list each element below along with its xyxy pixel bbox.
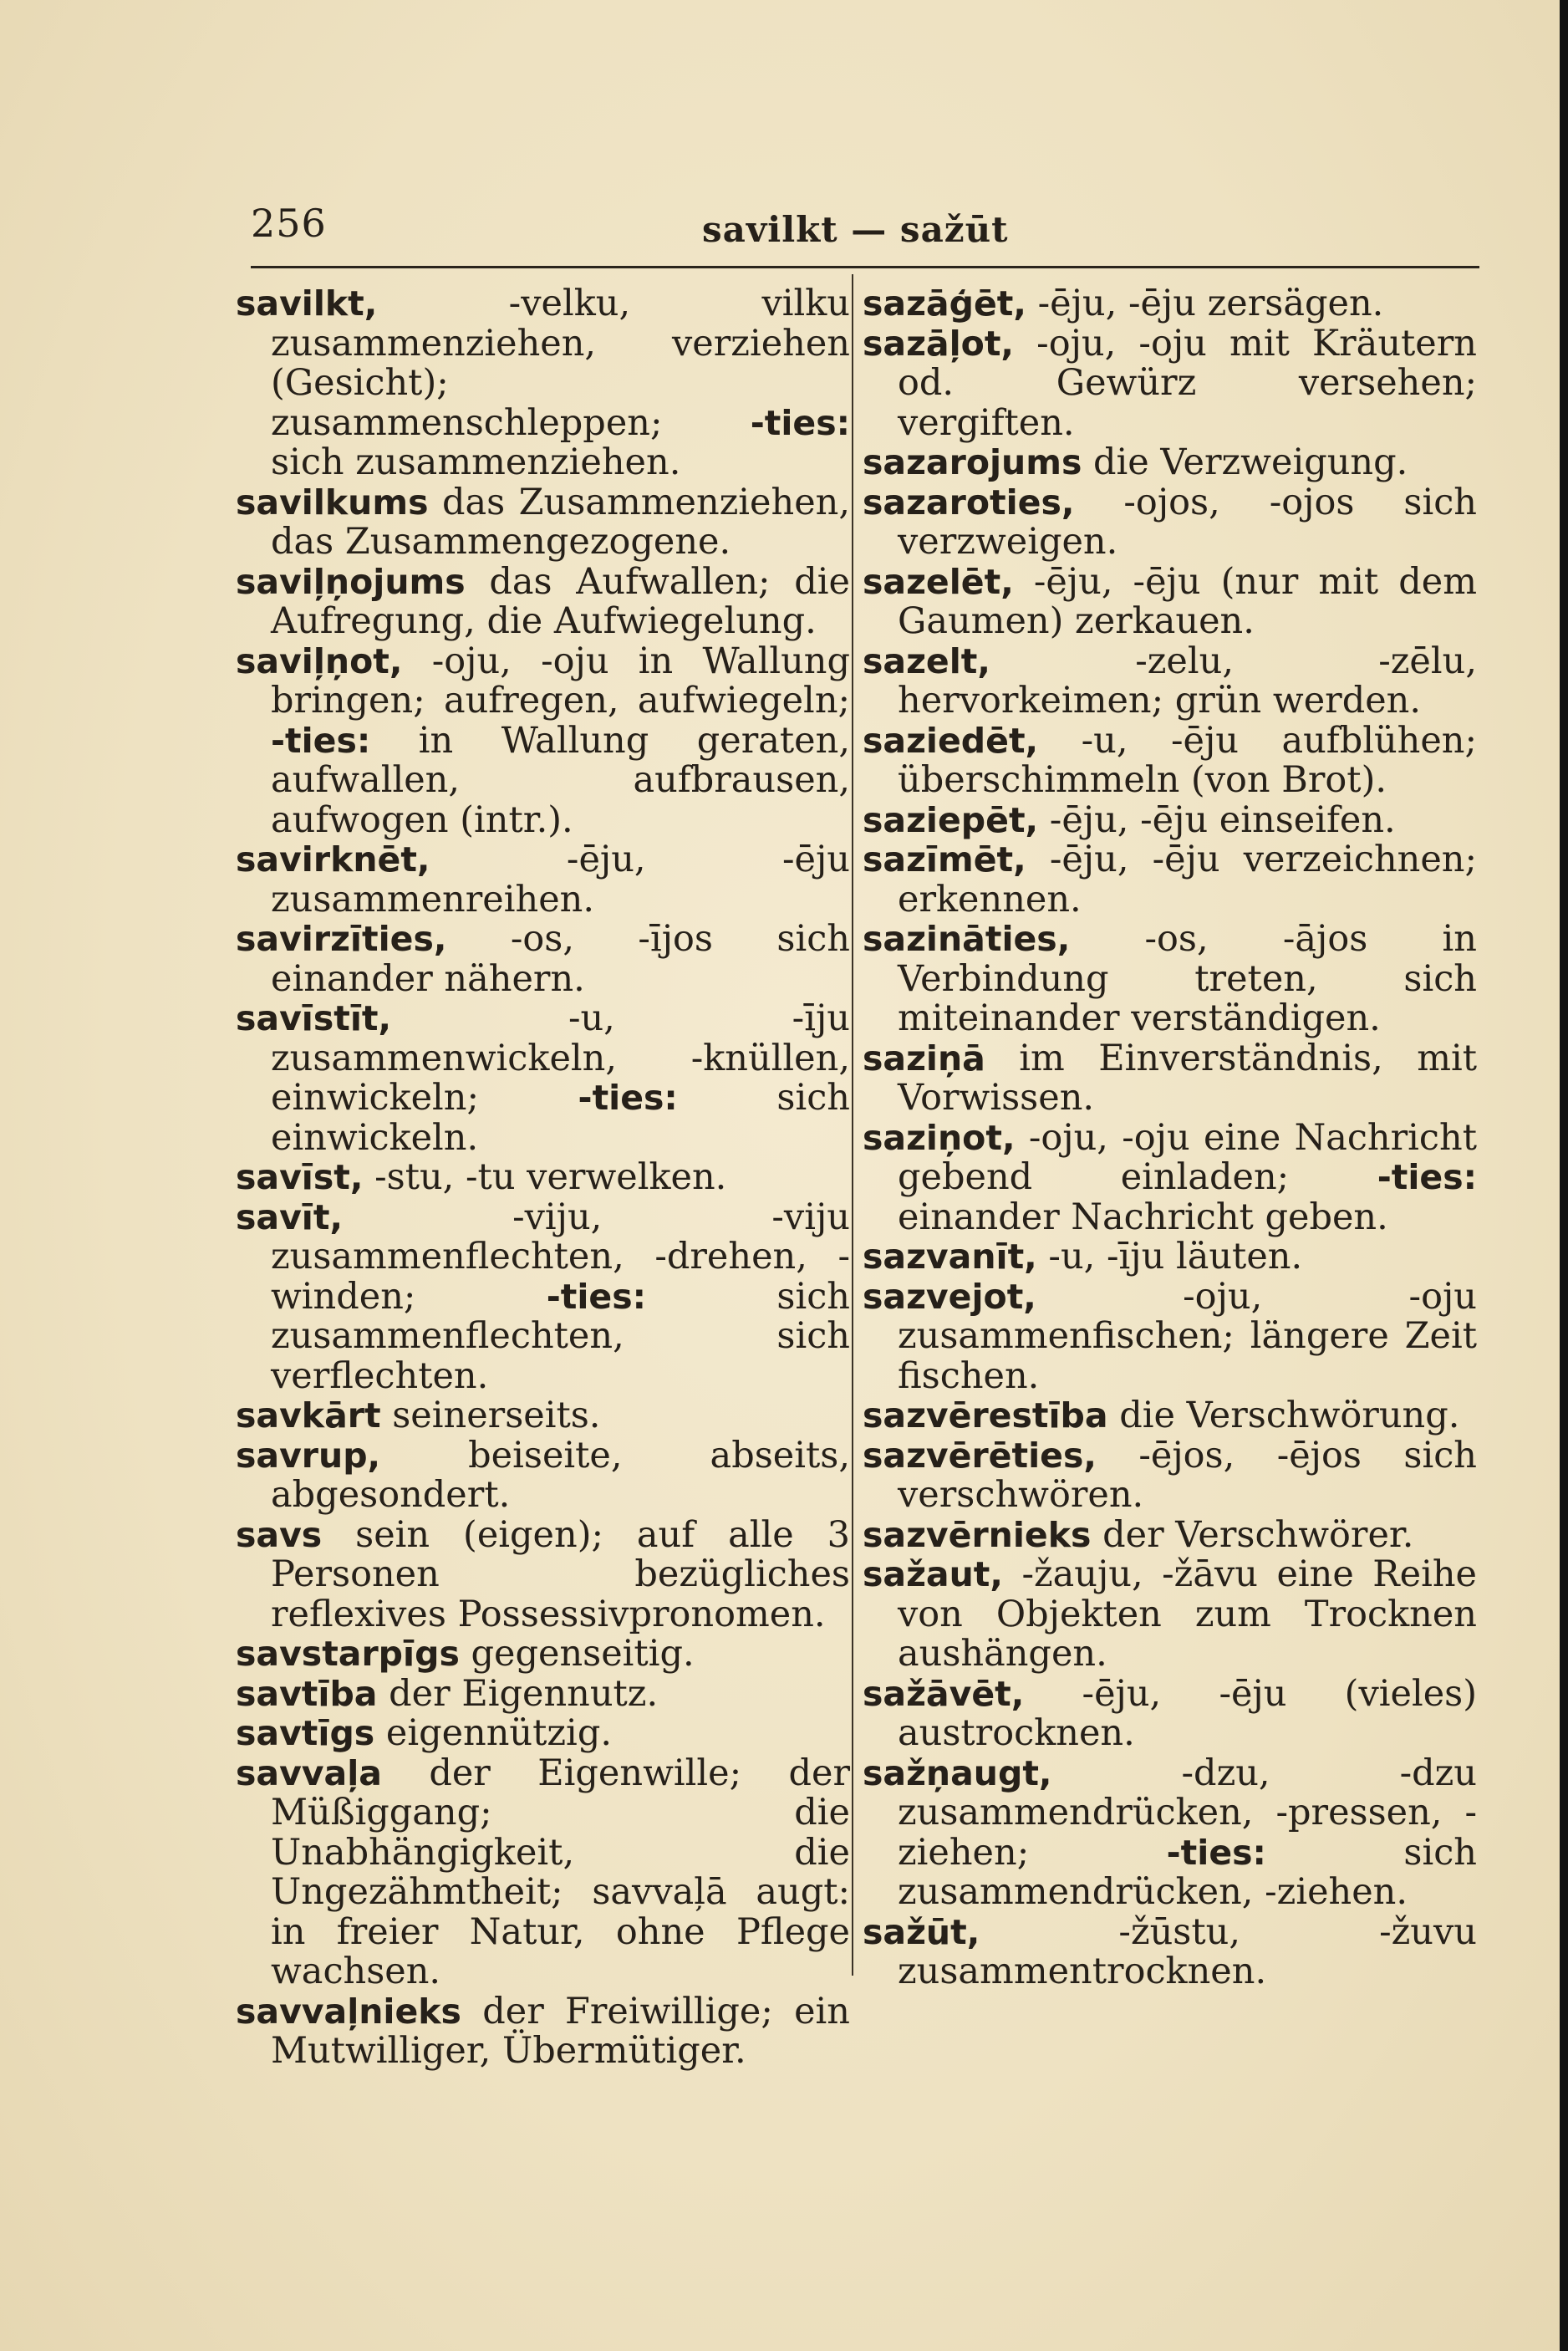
entry-definition: eigennützig. (374, 1712, 613, 1754)
dictionary-entry (863, 1672, 1477, 1754)
entry-definition: im Einverständnis, mit Vorwissen. (898, 1037, 1477, 1119)
entry-subheadword: -ties: (1166, 1832, 1266, 1873)
entry-headword: saviļņot, (236, 640, 403, 681)
entry-definition: der Eigennutz. (377, 1672, 659, 1715)
entry-definition: das Aufwallen; die Aufregung, die Aufwiegelung. (271, 560, 850, 642)
entry-definition: die Verzweigung. (1082, 441, 1408, 483)
entry-subheadword: -ties: (546, 1276, 647, 1317)
dictionary-entry (236, 1198, 850, 1397)
dictionary-entry (236, 1634, 850, 1675)
scan-edge (1560, 0, 1568, 2351)
dictionary-entry (236, 1396, 850, 1436)
entry-definition: -ēju, -ēju einseifen. (1038, 798, 1396, 841)
dictionary-entry (863, 1910, 1477, 1992)
entry-definition: -oju, -oju zusammenfischen; längere Zeit fischen. (898, 1275, 1477, 1397)
dictionary-entry (863, 840, 1477, 920)
entry-headword: sažaut, (863, 1554, 1003, 1594)
dictionary-entry (236, 1672, 850, 1715)
entry-headword: savkārt (236, 1395, 381, 1436)
entry-definition: das Zusammenziehen, das Zusammengezogene. (271, 481, 850, 563)
entry-headword: savirzīties, (236, 919, 447, 959)
entry-subheadword: -ties: (578, 1078, 678, 1118)
entry-headword: saziņā (863, 1038, 985, 1079)
dictionary-entry (236, 642, 850, 841)
entry-definition: -u, -īju zusammenwickeln, -knüllen, einwickeln; (271, 997, 850, 1119)
entry-headword: saziepēt, (863, 799, 1039, 840)
entry-headword: sazaroties, (863, 482, 1075, 523)
dictionary-entry (236, 284, 850, 483)
entry-headword: sazarojums (863, 442, 1082, 482)
entry-subheadword: -ties: (1377, 1157, 1477, 1197)
entry-definition: -ēju, -ēju (nur mit dem Gaumen) zerkauen. (898, 560, 1477, 642)
entry-headword: sažūt, (863, 1911, 980, 1952)
entry-headword: sazvanīt, (863, 1237, 1037, 1277)
entry-definition: -u, -īju läuten. (1036, 1236, 1303, 1277)
entry-headword: sazvērestība (863, 1395, 1108, 1436)
dictionary-entry (863, 642, 1477, 722)
entry-definition: -ēju, -ēju zusammenreihen. (271, 839, 850, 921)
dictionary-entry (863, 798, 1477, 841)
dictionary-entry (236, 920, 850, 999)
dictionary-entry (863, 324, 1477, 444)
dictionary-entry (236, 1714, 850, 1754)
entry-definition: -žauju, -žāvu eine Reihe von Objekten zum Trocknen aushängen. (898, 1553, 1477, 1675)
entry-headword: savs (236, 1514, 323, 1555)
entry-definition: -oju, -oju eine Nachricht gebend einladen; (898, 1116, 1477, 1198)
dictionary-entry (863, 1237, 1477, 1277)
running-head: savilkt — sažūt (702, 209, 1009, 250)
entry-definition: -oju, -oju mit Kräutern od. Gewürz versehen; vergiften. (898, 322, 1477, 444)
entry-definition: die Verschwörung. (1107, 1395, 1460, 1436)
entry-headword: sazelēt, (863, 561, 1014, 602)
entry-headword: sazelt, (863, 640, 990, 681)
entry-definition: -ēju, -ēju verzeichnen; erkennen. (898, 839, 1477, 921)
entry-subheadword: -ties: (271, 720, 371, 761)
entry-headword: savtība (236, 1673, 378, 1714)
page-header (251, 201, 1471, 268)
entry-definition: -dzu, -dzu zusammendrücken, -pressen, -ziehen; (898, 1752, 1477, 1874)
entry-definition: der Freiwillige; ein Mutwilliger, Übermütiger. (271, 1990, 850, 2072)
page-number: 256 (251, 201, 327, 246)
header-rule (251, 266, 1479, 268)
right-column (863, 284, 1477, 1992)
entry-headword: savilkt, (236, 283, 378, 324)
entry-headword: sazināties, (863, 919, 1071, 959)
entry-headword: savstarpīgs (236, 1634, 460, 1674)
entry-headword: sazāļot, (863, 323, 1014, 364)
entry-definition: seinerseits. (380, 1395, 601, 1436)
dictionary-entry (863, 1754, 1477, 1913)
entry-definition: der Eigenwille; der Müßiggang; die Unabhängigkeit, die Ungezähmtheit; savvaļā augt: in freier Natur, ohne Pflege wachsen. (271, 1752, 850, 1992)
dictionary-entry (236, 840, 850, 920)
entry-headword: sazīmēt, (863, 839, 1026, 880)
entry-headword: savvaļa (236, 1752, 382, 1793)
column-divider (852, 274, 853, 1976)
dictionary-entry (863, 1436, 1477, 1516)
dictionary-entry (863, 719, 1477, 801)
entry-definition: in Wallung geraten, aufwallen, aufbrausen, aufwogen (intr.). (271, 719, 850, 841)
entry-definition: einander Nachricht geben. (898, 1196, 1388, 1238)
entry-definition: -viju, -viju zusammenflechten, -drehen, -winden; (271, 1196, 850, 1318)
entry-headword: savtīgs (236, 1713, 375, 1753)
dictionary-entry (236, 1158, 850, 1198)
dictionary-entry (236, 1754, 850, 1992)
entry-definition: sich zusammenflechten, sich verflechten. (271, 1275, 850, 1397)
entry-headword: savīstīt, (236, 998, 392, 1038)
entry-definition: -u, -ēju aufblühen; überschimmeln (von Brot). (898, 719, 1477, 801)
entry-headword: savrup, (236, 1435, 381, 1476)
entry-definition: -os, -ājos in Verbindung treten, sich miteinander verständigen. (898, 918, 1477, 1039)
dictionary-entry (863, 1116, 1477, 1238)
entry-definition: -ojos, -ojos sich verzweigen. (898, 481, 1477, 563)
entry-definition: sein (eigen); auf alle 3 Personen bezügliches reflexives Possessivpronomen. (271, 1513, 850, 1635)
entry-definition: -ēju, -ēju (vieles) austrocknen. (898, 1672, 1477, 1754)
entry-definition: -stu, -tu verwelken. (363, 1156, 727, 1198)
dictionary-entry (863, 1396, 1477, 1436)
dictionary-entry (236, 1513, 850, 1635)
entry-definition: -oju, -oju in Wallung bringen; aufregen, aufwiegeln; (271, 640, 850, 722)
dictionary-entry (863, 1513, 1477, 1556)
entry-headword: savilkums (236, 482, 429, 523)
entry-headword: saziedēt, (863, 720, 1039, 761)
entry-definition: -zelu, -zēlu, hervorkeimen; grün werden. (898, 640, 1477, 722)
dictionary-entry (863, 920, 1477, 1039)
entry-definition: sich zusammendrücken, -ziehen. (898, 1831, 1477, 1913)
entry-definition: -velku, vilku zusammenziehen, verziehen (Gesicht); zusammenschleppen; (271, 283, 850, 444)
entry-headword: savirknēt, (236, 839, 430, 880)
entry-headword: sazvērēties, (863, 1435, 1097, 1476)
entry-headword: sazāģēt, (863, 283, 1026, 324)
entry-headword: savvaļnieks (236, 1991, 461, 2032)
dictionary-entry (863, 1555, 1477, 1675)
dictionary-entry (863, 560, 1477, 642)
entry-headword: sazvērnieks (863, 1514, 1092, 1555)
entry-headword: savīt, (236, 1196, 344, 1237)
entry-definition: -ēju, -ēju zersägen. (1026, 283, 1384, 324)
entry-subheadword: -ties: (750, 402, 850, 443)
entry-definition: der Verschwörer. (1091, 1513, 1414, 1556)
dictionary-entry (863, 1039, 1477, 1119)
left-column (236, 284, 850, 2072)
dictionary-entry (236, 1436, 850, 1516)
entry-definition: sich zusammenziehen. (271, 441, 681, 483)
entry-definition: -os, -ījos sich einander nähern. (271, 918, 850, 1000)
entry-headword: saziņot, (863, 1117, 1016, 1158)
entry-definition: beiseite, abseits, abgesondert. (271, 1434, 850, 1516)
entry-headword: saviļņojums (236, 561, 466, 602)
entry-definition: sich einwickeln. (271, 1077, 850, 1159)
dictionary-entry (236, 560, 850, 642)
entry-definition: -ējos, -ējos sich verschwören. (898, 1434, 1477, 1516)
dictionary-entry (236, 483, 850, 563)
entry-headword: sažņaugt, (863, 1752, 1052, 1793)
dictionary-entry (236, 1992, 850, 2072)
dictionary-entry (863, 443, 1477, 483)
dictionary-entry (863, 483, 1477, 563)
entry-headword: savīst, (236, 1157, 364, 1197)
entry-headword: sazvejot, (863, 1276, 1036, 1317)
dictionary-entry (863, 284, 1477, 324)
entry-definition: gegenseitig. (459, 1633, 695, 1675)
entry-definition: -žūstu, -žuvu zusammentrocknen. (898, 1910, 1477, 1992)
entry-headword: sažāvēt, (863, 1673, 1025, 1714)
dictionary-entry (236, 999, 850, 1158)
dictionary-entry (863, 1277, 1477, 1397)
